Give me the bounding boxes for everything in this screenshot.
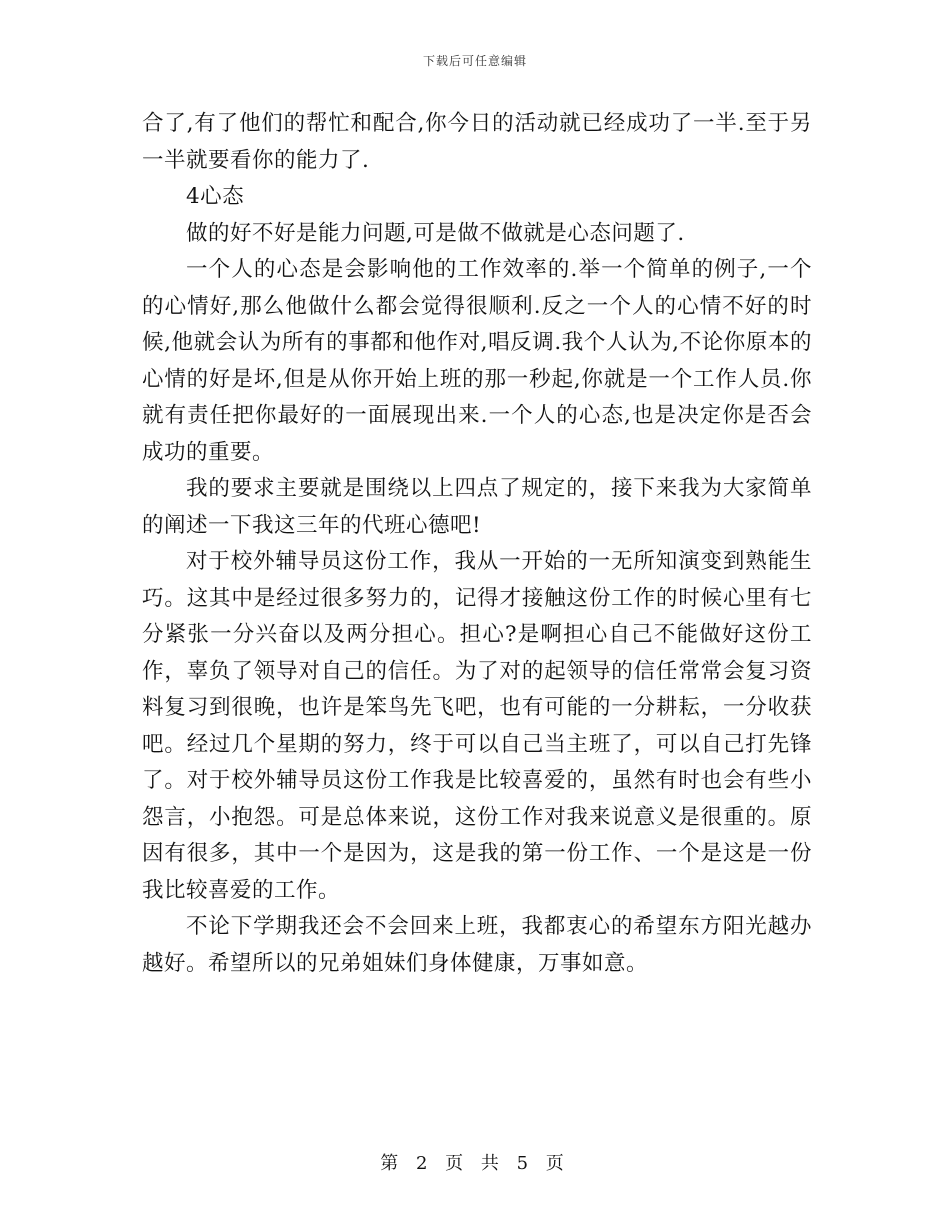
paragraph: 合了,有了他们的帮忙和配合,你今日的活动就已经成功了一半.至于另一半就要看你的能力了. bbox=[142, 111, 812, 173]
paragraph: 不论下学期我还会不会回来上班，我都衷心的希望东方阳光越办越好。希望所以的兄弟姐妹们身体健康，万事如意。 bbox=[142, 914, 812, 976]
paragraph: 做的好不好是能力问题,可是做不做就是心态问题了. bbox=[186, 220, 685, 246]
paragraph: 我的要求主要就是围绕以上四点了规定的，接下来我为大家简单的阐述一下我这三年的代班心德吧! bbox=[142, 476, 812, 538]
paragraph: 对于校外辅导员这份工作，我从一开始的一无所知演变到熟能生巧。这其中是经过很多努力的，记得才接触这份工作的时候心里有七分紧张一分兴奋以及两分担心。担心?是啊担心自己不能做好这份工作，辜负了领导对自己的信任。为了对的起领导的信任常常会复习资料复习到很晚，也许是笨鸟先飞吧，也有可能的一分耕耘，一分收获吧。经过几个星期的努力，终于可以自己当主班了，可以自己打先锋了。对于校外辅导员这份工作我是比较喜爱的，虽然有时也会有些小怨言，小抱怨。可是总体来说，这份工作对我来说意义是很重的。原因有很多，其中一个是因为，这是我的第一份工作、一个是这是一份我比较喜爱的工作。 bbox=[142, 549, 812, 903]
document-body bbox=[142, 106, 812, 982]
page-footer: 第 2 页 共 5 页 bbox=[380, 1153, 570, 1174]
section-heading: 4心态 bbox=[186, 184, 245, 209]
paragraph: 一个人的心态是会影响他的工作效率的.举一个简单的例子,一个的心情好,那么他做什么都会觉得很顺利.反之一个人的心情不好的时候,他就会认为所有的事都和他作对,唱反调.我个人认为,不论你原本的心情的好是坏,但是从你开始上班的那一秒起,你就是一个工作人员.你就有责任把你最好的一面展现出来.一个人的心态,也是决定你是否会成功的重要。 bbox=[142, 257, 812, 465]
page-header: 下载后可任意编辑 bbox=[422, 54, 527, 68]
